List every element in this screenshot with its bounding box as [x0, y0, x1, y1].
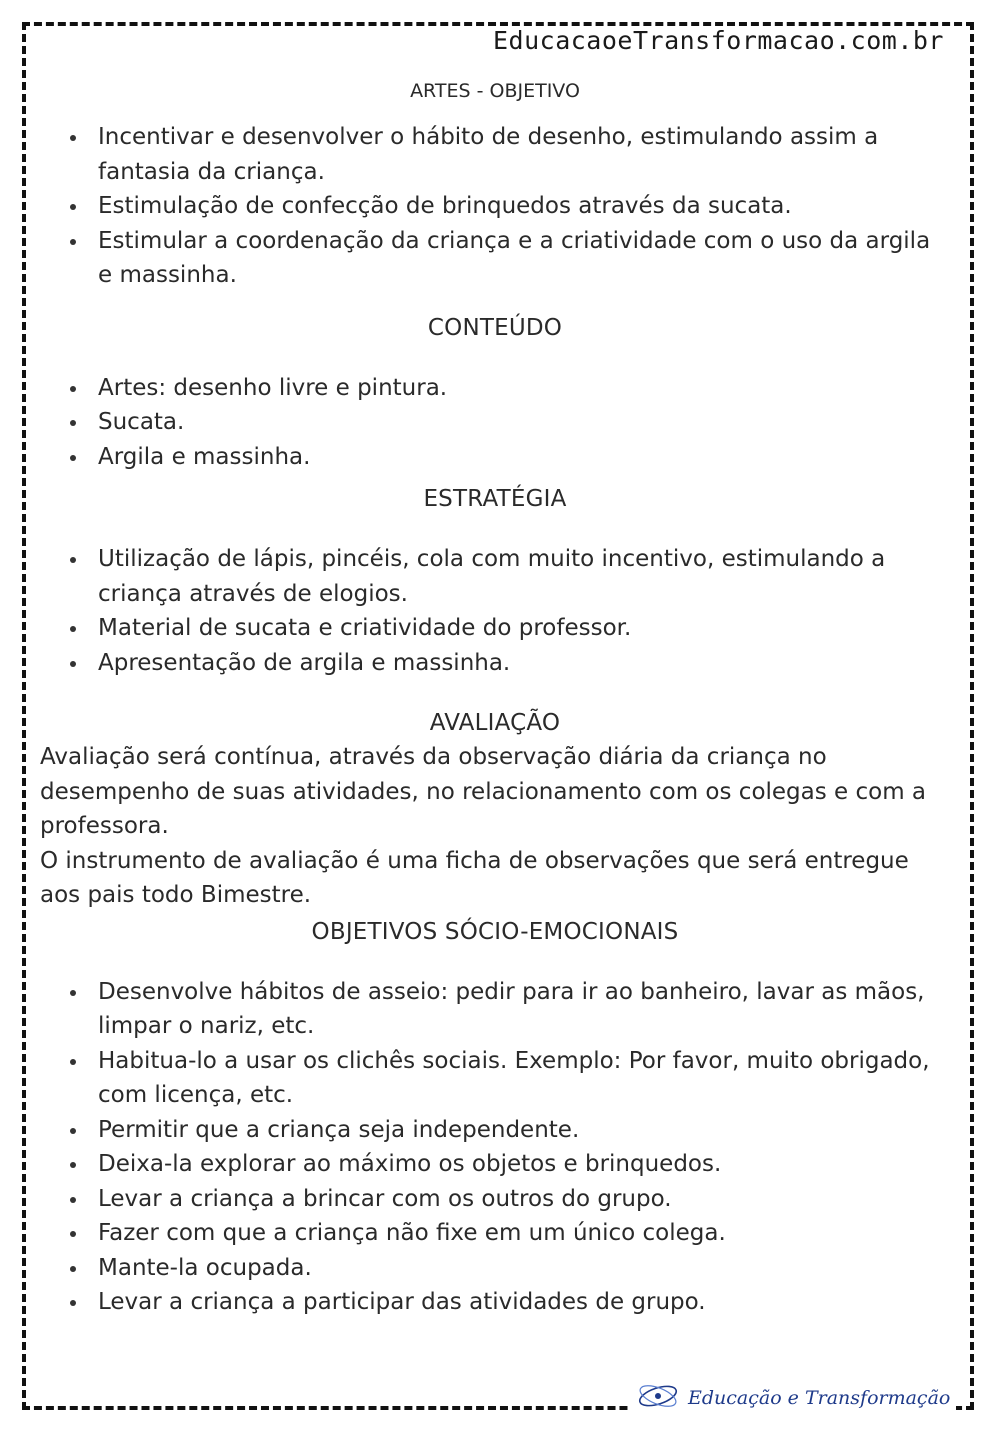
heading-avaliacao: AVALIAÇÃO — [429, 710, 561, 736]
bullet-icon — [70, 1300, 76, 1306]
list-item — [70, 1147, 950, 1182]
list-item-text: Material de sucata e criatividade do professor. — [98, 615, 632, 641]
list-estrategia — [40, 542, 950, 680]
footer-brand — [630, 1381, 956, 1415]
bullet-icon — [70, 990, 76, 996]
site-url: EducacaoeTransformacao.com.br — [489, 26, 948, 55]
list-item — [70, 975, 950, 1044]
list-item-text: Incentivar e desenvolver o hábito de desenho, estimulando assim a fantasia da criança. — [98, 124, 879, 185]
list-item-text: Artes: desenho livre e pintura. — [98, 374, 448, 401]
bullet-icon — [70, 204, 76, 210]
bullet-icon — [70, 455, 76, 461]
bullet-icon — [70, 135, 76, 141]
bullet-icon — [70, 386, 76, 392]
list-item-text: Sucata. — [98, 409, 185, 435]
list-item-text: Levar a criança a brincar com os outros do grupo. — [98, 1185, 672, 1212]
bullet-icon — [70, 1059, 76, 1065]
avaliacao-paragraph: Avaliação será contínua, através da observação diária da criança no desempenho de suas atividades, no relacionamento com os colegas e com a professora. — [40, 744, 927, 839]
list-item-text: Mante-la ocupada. — [98, 1254, 312, 1281]
list-item-text: Habitua-lo a usar os clichês sociais. Exemplo: Por favor, muito obrigado, com licença, etc. — [98, 1047, 930, 1108]
list-item — [70, 646, 950, 681]
list-item-text: Utilização de lápis, pincéis, cola com muito incentivo, estimulando a criança através de elogios. — [98, 546, 886, 607]
list-item-text: Argila e massinha. — [98, 443, 311, 470]
list-item-text: Desenvolve hábitos de asseio: pedir para ir ao banheiro, lavar as mãos, limpar o nariz, etc. — [98, 978, 925, 1039]
list-item-text: Deixa-la explorar ao máximo os objetos e brinquedos. — [98, 1151, 722, 1177]
list-item — [70, 440, 950, 475]
list-item — [70, 542, 950, 611]
list-item — [70, 1285, 950, 1320]
bullet-icon — [70, 239, 76, 245]
list-item — [70, 611, 950, 646]
list-socio-emocionais — [40, 975, 950, 1320]
list-item — [70, 120, 950, 189]
footer-brand-text: Educação e Transformação — [688, 1387, 951, 1409]
list-item — [70, 224, 950, 293]
bullet-icon — [70, 1266, 76, 1272]
list-item-text: Fazer com que a criança não fixe em um único colega. — [98, 1220, 726, 1246]
list-conteudo — [40, 371, 950, 475]
bullet-icon — [70, 661, 76, 667]
list-item — [70, 405, 950, 440]
bullet-icon — [70, 1197, 76, 1203]
list-item — [70, 189, 950, 224]
orbit-logo-icon — [636, 1381, 680, 1415]
bullet-icon — [70, 420, 76, 426]
heading-conteudo: CONTEÚDO — [427, 314, 563, 341]
bullet-icon — [70, 557, 76, 563]
bullet-icon — [70, 626, 76, 632]
list-item-text: Estimular a coordenação da criança e a criatividade com o uso da argila e massinha. — [98, 227, 931, 288]
list-item — [70, 1216, 950, 1251]
list-item-text: Permitir que a criança seja independente. — [98, 1116, 580, 1143]
list-item-text: Levar a criança a participar das atividades de grupo. — [98, 1289, 706, 1315]
list-item — [70, 1251, 950, 1286]
list-item — [70, 1182, 950, 1217]
heading-objetivo: ARTES - OBJETIVO — [410, 80, 580, 102]
list-objetivo — [40, 120, 950, 293]
bullet-icon — [70, 1162, 76, 1168]
list-item — [70, 371, 950, 406]
document-body — [40, 80, 950, 1320]
heading-estrategia: ESTRATÉGIA — [423, 486, 567, 512]
list-item-text: Estimulação de confecção de brinquedos através da sucata. — [98, 193, 792, 219]
list-item — [70, 1044, 950, 1113]
heading-socio-emocionais: OBJETIVOS SÓCIO-EMOCIONAIS — [311, 918, 679, 945]
list-item — [70, 1113, 950, 1148]
bullet-icon — [70, 1128, 76, 1134]
avaliacao-paragraph: O instrumento de avaliação é uma ficha de observações que será entregue aos pais todo Bimestre. — [40, 847, 909, 908]
bullet-icon — [70, 1231, 76, 1237]
list-item-text: Apresentação de argila e massinha. — [98, 649, 511, 676]
